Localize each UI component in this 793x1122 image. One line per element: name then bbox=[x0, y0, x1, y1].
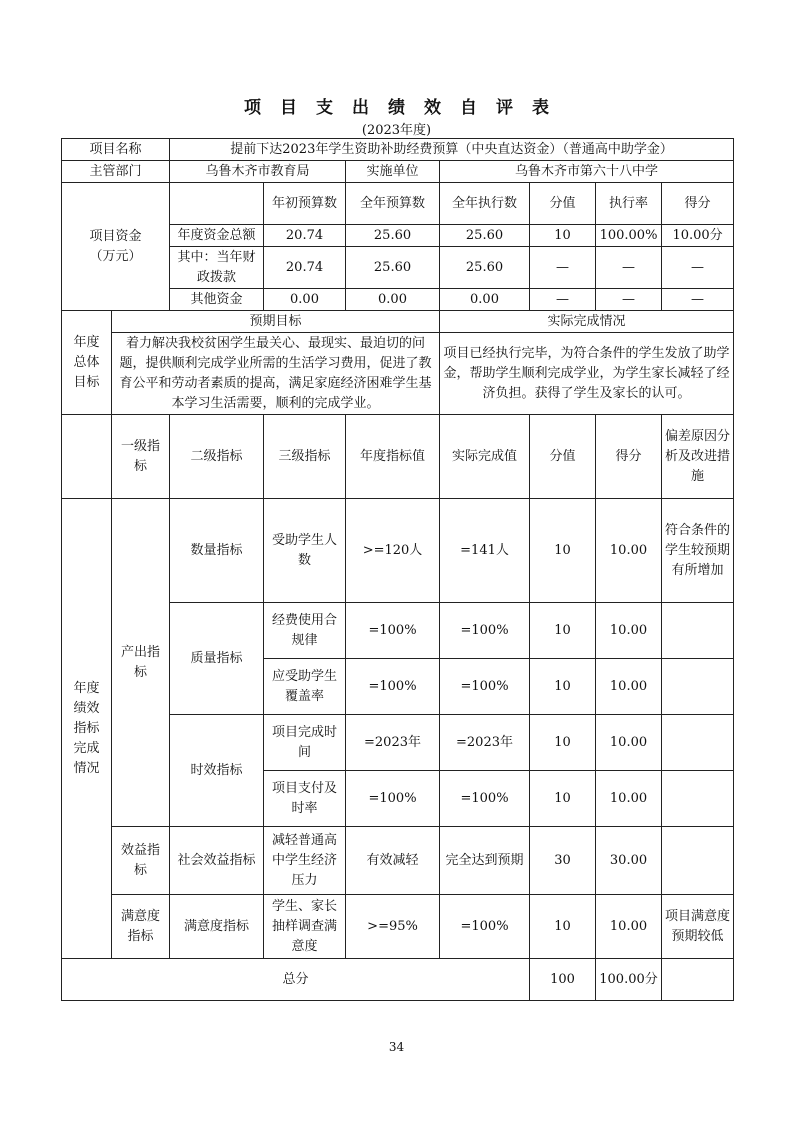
output-indicator-label: 产出指标 bbox=[112, 499, 170, 827]
funds-header: 年初预算数 bbox=[264, 183, 346, 225]
funds-cell: — bbox=[596, 247, 662, 289]
actual-value: =100% bbox=[440, 771, 530, 827]
indicator-header: 分值 bbox=[530, 415, 596, 499]
total-earned: 100.00分 bbox=[596, 959, 662, 1001]
score-value: 10 bbox=[530, 659, 596, 715]
indicator-header: 得分 bbox=[596, 415, 662, 499]
project-name: 提前下达2023年学生资助补助经费预算（中央直达资金）（普通高中助学金） bbox=[170, 139, 734, 161]
funds-cell: 25.60 bbox=[346, 247, 440, 289]
funds-cell: 25.60 bbox=[440, 225, 530, 247]
third-indicator: 减轻普通高中学生经济压力 bbox=[264, 827, 346, 895]
target-value: >=95% bbox=[346, 895, 440, 959]
score-value: 10 bbox=[530, 771, 596, 827]
funds-cell: — bbox=[530, 247, 596, 289]
funds-cell: — bbox=[530, 289, 596, 311]
funds-row-label: 其他资金 bbox=[170, 289, 264, 311]
funds-cell: 100.00% bbox=[596, 225, 662, 247]
earned-value: 30.00 bbox=[596, 827, 662, 895]
page-title: 项目支出绩效自评表 bbox=[244, 98, 568, 118]
deviation-note bbox=[662, 715, 734, 771]
expected-goal-label: 预期目标 bbox=[112, 311, 440, 333]
funds-row-label: 其中：当年财政拨款 bbox=[170, 247, 264, 289]
earned-value: 10.00 bbox=[596, 603, 662, 659]
quantity-indicator-label: 数量指标 bbox=[170, 499, 264, 603]
earned-value: 10.00 bbox=[596, 659, 662, 715]
funds-cell: 10.00分 bbox=[662, 225, 734, 247]
social-benefit-label: 社会效益指标 bbox=[170, 827, 264, 895]
funds-corner bbox=[170, 183, 264, 225]
goals-label: 年度 总体 目标 bbox=[62, 311, 112, 415]
score-value: 10 bbox=[530, 895, 596, 959]
funds-header: 得分 bbox=[662, 183, 734, 225]
score-value: 10 bbox=[530, 715, 596, 771]
performance-section-label: 年度 绩效 指标 完成 情况 bbox=[62, 499, 112, 959]
target-value: =2023年 bbox=[346, 715, 440, 771]
funds-header: 全年预算数 bbox=[346, 183, 440, 225]
funds-cell: 0.00 bbox=[346, 289, 440, 311]
third-indicator: 项目完成时间 bbox=[264, 715, 346, 771]
indicator-header: 年度指标值 bbox=[346, 415, 440, 499]
year-subtitle: (2023年度) bbox=[361, 123, 432, 138]
actual-result-text: 项目已经执行完毕，为符合条件的学生发放了助学金，帮助学生顺利完成学业，为学生家长减轻了经济负担。获得了学生及家长的认可。 bbox=[440, 333, 734, 415]
total-label: 总分 bbox=[62, 959, 530, 1001]
indicator-header: 偏差原因分析及改进措施 bbox=[662, 415, 734, 499]
earned-value: 10.00 bbox=[596, 895, 662, 959]
target-value: >=120人 bbox=[346, 499, 440, 603]
funds-cell: — bbox=[596, 289, 662, 311]
actual-value: =2023年 bbox=[440, 715, 530, 771]
deviation-note bbox=[662, 603, 734, 659]
funds-cell: 0.00 bbox=[440, 289, 530, 311]
score-value: 10 bbox=[530, 603, 596, 659]
timeliness-indicator-label: 时效指标 bbox=[170, 715, 264, 827]
benefit-indicator-label: 效益指标 bbox=[112, 827, 170, 895]
deviation-note bbox=[662, 771, 734, 827]
deviation-note bbox=[662, 659, 734, 715]
funds-header: 分值 bbox=[530, 183, 596, 225]
quality-indicator-label: 质量指标 bbox=[170, 603, 264, 715]
earned-value: 10.00 bbox=[596, 499, 662, 603]
actual-value: 完全达到预期 bbox=[440, 827, 530, 895]
funds-row-label: 年度资金总额 bbox=[170, 225, 264, 247]
actual-value: =100% bbox=[440, 603, 530, 659]
indicator-header: 实际完成值 bbox=[440, 415, 530, 499]
funds-label: 项目资金 （万元） bbox=[62, 183, 170, 311]
indicator-header: 三级指标 bbox=[264, 415, 346, 499]
third-indicator: 学生、家长抽样调查满意度 bbox=[264, 895, 346, 959]
indicator-header: 一级指标 bbox=[112, 415, 170, 499]
actual-value: =141人 bbox=[440, 499, 530, 603]
third-indicator: 应受助学生覆盖率 bbox=[264, 659, 346, 715]
funds-header: 执行率 bbox=[596, 183, 662, 225]
funds-cell: 25.60 bbox=[346, 225, 440, 247]
funds-cell: 20.74 bbox=[264, 225, 346, 247]
deviation-note: 符合条件的学生较预期有所增加 bbox=[662, 499, 734, 603]
total-score: 100 bbox=[530, 959, 596, 1001]
indicator-header: 二级指标 bbox=[170, 415, 264, 499]
third-indicator: 项目支付及时率 bbox=[264, 771, 346, 827]
total-note bbox=[662, 959, 734, 1001]
funds-header: 全年执行数 bbox=[440, 183, 530, 225]
target-value: =100% bbox=[346, 659, 440, 715]
satisfaction-indicator-label: 满意度指标 bbox=[112, 895, 170, 959]
deviation-note bbox=[662, 827, 734, 895]
funds-cell: — bbox=[662, 247, 734, 289]
actual-value: =100% bbox=[440, 895, 530, 959]
dept-value: 乌鲁木齐市教育局 bbox=[170, 161, 346, 183]
funds-cell: 10 bbox=[530, 225, 596, 247]
project-name-label: 项目名称 bbox=[62, 139, 170, 161]
funds-cell: 25.60 bbox=[440, 247, 530, 289]
expected-goal-text: 着力解决我校贫困学生最关心、最现实、最迫切的问题，提供顺利完成学业所需的生活学习费用，促进了教育公平和劳动者素质的提高，满足家庭经济困难学生基本学习生活需要，顺利的完成学业。 bbox=[112, 333, 440, 415]
funds-cell: 20.74 bbox=[264, 247, 346, 289]
third-indicator: 经费使用合规律 bbox=[264, 603, 346, 659]
target-value: 有效减轻 bbox=[346, 827, 440, 895]
earned-value: 10.00 bbox=[596, 771, 662, 827]
funds-cell: — bbox=[662, 289, 734, 311]
satisfaction-sub-label: 满意度指标 bbox=[170, 895, 264, 959]
actual-result-label: 实际完成情况 bbox=[440, 311, 734, 333]
target-value: =100% bbox=[346, 603, 440, 659]
score-value: 10 bbox=[530, 499, 596, 603]
score-value: 30 bbox=[530, 827, 596, 895]
deviation-note: 项目满意度预期较低 bbox=[662, 895, 734, 959]
evaluation-table bbox=[61, 138, 734, 1001]
third-indicator: 受助学生人数 bbox=[264, 499, 346, 603]
earned-value: 10.00 bbox=[596, 715, 662, 771]
actual-value: =100% bbox=[440, 659, 530, 715]
dept-label: 主管部门 bbox=[62, 161, 170, 183]
unit-value: 乌鲁木齐市第六十八中学 bbox=[440, 161, 734, 183]
indicator-corner bbox=[62, 415, 112, 499]
unit-label: 实施单位 bbox=[346, 161, 440, 183]
funds-cell: 0.00 bbox=[264, 289, 346, 311]
target-value: =100% bbox=[346, 771, 440, 827]
page-number: 34 bbox=[388, 1040, 405, 1054]
